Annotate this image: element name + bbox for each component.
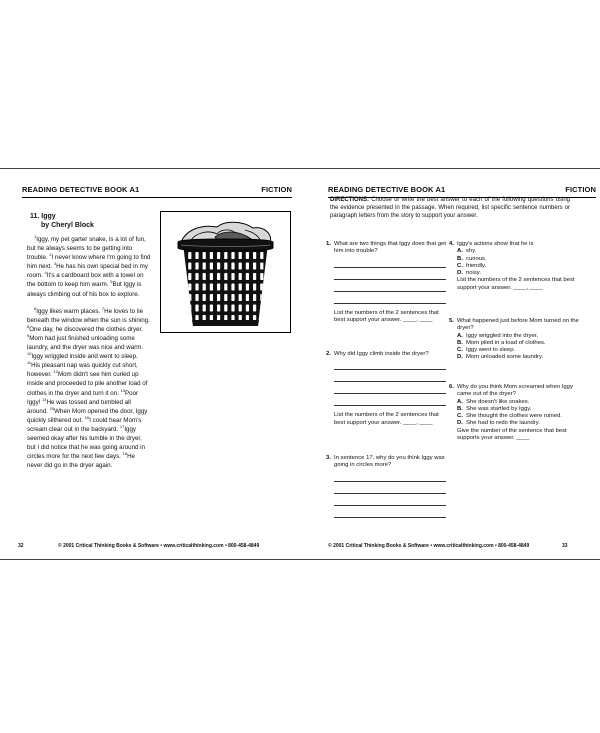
sentence-number: 10 [27, 351, 32, 357]
question-1 [326, 241, 446, 324]
question-number: 2. [326, 351, 331, 357]
sentence-number: 2 [49, 252, 52, 258]
answer-option[interactable]: B. curious. [457, 255, 487, 262]
sentence-text: He never did go in the dryer again. [27, 453, 135, 470]
left-footer-copyright: © 2001 Critical Thinking Books & Software • www.criticalthinking.com • 800-458-4849 [58, 543, 260, 549]
answer-option[interactable]: B. Mom piled in a load of clothes. [457, 339, 546, 346]
answer-line[interactable] [334, 268, 446, 280]
left-page-number: 32 [18, 543, 24, 549]
sentence-number: 9 [27, 332, 30, 338]
story-paragraph-2 [27, 307, 152, 471]
sentence-number: 18 [122, 451, 128, 457]
sentence-number: 7 [101, 305, 105, 311]
right-header-section: FICTION [565, 185, 596, 194]
support-prompt: List the numbers of the 2 sentences that best support your answer. ____, ____ [334, 309, 439, 323]
sentence-text: He was tossed and tumbled all around. [27, 398, 131, 415]
answer-option[interactable]: C. She thought the clothes were ruined. [457, 413, 562, 420]
answer-line[interactable] [334, 506, 446, 518]
question-number: 1. [326, 241, 331, 247]
sentence-number: 12 [53, 369, 58, 375]
answer-option[interactable]: D. She had to redo the laundry. [457, 420, 540, 427]
story-text [27, 235, 152, 478]
left-page [0, 169, 300, 559]
sentence-number: 1 [34, 233, 37, 239]
right-page [300, 169, 600, 559]
question-text: Why do you think Mom screamed when Iggy came out of the dryer? [457, 384, 573, 398]
question-5 [449, 318, 579, 362]
question-text: Iggy's actions show that he is [457, 241, 534, 247]
answer-line[interactable] [334, 358, 446, 370]
question-4 [449, 241, 579, 292]
answer-line[interactable] [334, 370, 446, 382]
sentence-number: 11 [27, 360, 32, 366]
sentence-text: It's a cardboard box with a towel on the bottom to keep him warm. [27, 272, 144, 289]
sentence-text: But Iggy is always climbing out of his box to explore. [27, 281, 142, 298]
sentence-text: Iggy wriggled inside and went to sleep. [31, 353, 138, 361]
support-prompt: Give the number of the sentence that best supports your answer. ____ [457, 427, 567, 442]
sentence-number: 16 [84, 414, 90, 420]
answer-line[interactable] [334, 470, 446, 482]
sentence-text: He loves to lie beneath the window when the sun is shining. [27, 307, 150, 324]
directions-label: DIRECTIONS: [330, 197, 369, 203]
right-page-number: 33 [562, 543, 568, 549]
story-author: by Cheryl Block [41, 222, 94, 229]
answer-option[interactable]: A. She doesn't like snakes. [457, 398, 530, 405]
question-number: 3. [326, 455, 331, 461]
answer-option[interactable]: B. She was startled by Iggy. [457, 405, 532, 412]
book-spread [0, 168, 600, 560]
sentence-number: 8 [27, 323, 30, 329]
sentence-text: When Mom opened the door, Iggy quickly slithered out. [27, 407, 148, 424]
sentence-number: 5 [110, 279, 113, 285]
sentence-text: Iggy seemed okay after his tumble in the dryer, but I did notice that he was going around in circles more for the next few days. [27, 425, 145, 461]
sentence-text: He has his own special bed in my room. [27, 263, 148, 280]
answer-line[interactable] [334, 292, 446, 304]
story-number-title: 11. Iggy [30, 213, 56, 220]
sentence-number: 4 [44, 270, 47, 276]
sentence-number: 15 [49, 405, 55, 411]
support-prompt: List the numbers of the 2 sentences that best support your answer. ____, ____ [457, 277, 575, 291]
right-footer-copyright: © 2001 Critical Thinking Books & Software • www.criticalthinking.com • 800-458-4849 [328, 543, 530, 549]
story-illustration [160, 211, 291, 333]
answer-option[interactable]: C. friendly. [457, 262, 487, 269]
answer-line[interactable] [334, 394, 446, 406]
sentence-number: 17 [119, 423, 125, 429]
question-6 [449, 384, 579, 442]
sentence-text: Mom had just finished unloading some laundry, and the dryer was nice and warm. [27, 334, 144, 352]
question-number: 6. [449, 384, 454, 390]
left-page-header [22, 185, 292, 198]
sentence-text: Iggy likes warm places. [36, 307, 102, 315]
question-text: What are two things that Iggy does that get him into trouble? [334, 241, 446, 255]
story-title [30, 212, 94, 230]
answer-line[interactable] [334, 280, 446, 292]
sentence-text: One day, he discovered the clothes dryer. [29, 325, 143, 333]
question-3 [326, 455, 446, 518]
sentence-text: I never know where I'm going to find him next. [27, 254, 151, 271]
answer-line[interactable] [334, 494, 446, 506]
answer-option[interactable]: A. Iggy wriggled into the dryer. [457, 332, 539, 339]
answer-option[interactable]: A. shy. [457, 248, 477, 255]
left-header-title: READING DETECTIVE BOOK A1 [22, 185, 140, 194]
sentence-text: Mom didn't see him curled up inside and proceeded to pile another load of clothes in the dryer and turn it on. [27, 371, 148, 397]
answer-option[interactable]: D. Mom unloaded some laundry. [457, 354, 544, 361]
laundry-basket-icon [161, 212, 290, 332]
question-text: In sentence 17, why do you think Iggy was going in circles more? [334, 455, 445, 469]
question-text: What happened just before Mom turned on the dryer? [457, 318, 579, 332]
answer-line[interactable] [334, 382, 446, 394]
sentence-number: 6 [34, 305, 37, 311]
sentence-text: Iggy, my pet garter snake, is a lot of fun, but he always seems to be getting into trouble. [27, 236, 146, 262]
directions-text: Choose or write the best answer to each of the following questions using the evidence presented in the passage. When required, list specific sentence numbers or paragraph letters from the story to support your answer. [330, 197, 570, 219]
sentence-number: 3 [53, 261, 57, 267]
answer-option[interactable]: D. noisy. [457, 270, 481, 277]
support-prompt: List the numbers of the 2 sentences that best support your answer. ____, ____ [334, 412, 439, 426]
sentence-number: 14 [42, 396, 47, 402]
directions [330, 197, 570, 220]
sentence-text: I could hear Mom's scream clear out in the backyard. [27, 416, 142, 433]
sentence-number: 13 [120, 387, 126, 393]
question-2 [326, 351, 446, 427]
answer-line[interactable] [334, 482, 446, 494]
question-number: 5. [449, 318, 454, 324]
answer-line[interactable] [334, 256, 446, 268]
sentence-text: His pleasant nap was quickly cut short, however. [27, 362, 138, 379]
question-text: Why did Iggy climb inside the dryer? [334, 351, 429, 357]
right-header-title: READING DETECTIVE BOOK A1 [328, 185, 446, 194]
story-paragraph-1 [27, 235, 152, 299]
sentence-text: Poor Iggy! [27, 389, 139, 406]
left-header-section: FICTION [261, 185, 292, 194]
question-number: 4. [449, 241, 454, 247]
answer-option[interactable]: C. Iggy went to sleep. [457, 347, 516, 354]
